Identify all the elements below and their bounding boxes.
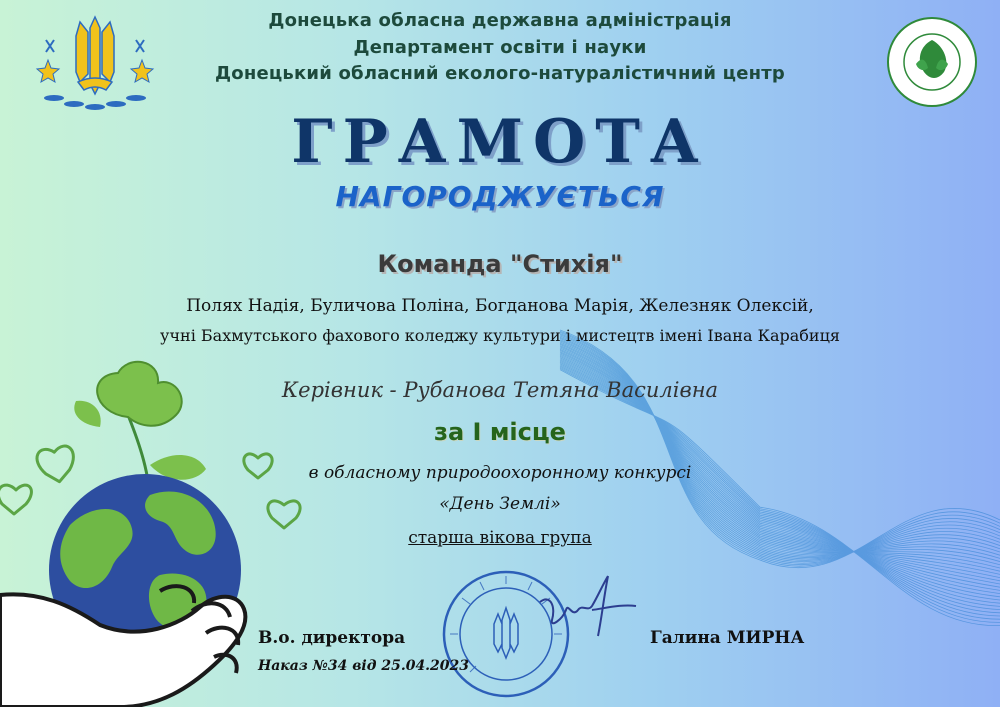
header-administration: Донецька обласна державна адміністрація: [268, 10, 732, 31]
awarded-subtitle: НАГОРОДЖУЄТЬСЯ: [335, 180, 665, 213]
students-info: учні Бахмутського фахового коледжу культури і мистецтв імені Івана Карабиця: [160, 326, 840, 345]
contest-name: «День Землі»: [439, 494, 561, 514]
team-members: Полях Надія, Буличова Поліна, Богданова Марія, Железняк Олексій,: [186, 296, 814, 316]
leader-name: Керівник - Рубанова Тетяна Василівна: [281, 378, 719, 402]
director-position: В.о. директора: [258, 628, 406, 648]
handwritten-signature: [532, 566, 642, 646]
age-group: старша вікова група: [408, 528, 592, 548]
director-name: Галина МИРНА: [650, 628, 805, 648]
team-name: Команда "Стихія": [377, 250, 623, 278]
certificate-title: ГРАМОТА: [291, 107, 709, 177]
header-department: Департамент освіти і науки: [353, 37, 647, 58]
award-place: за I місце: [434, 418, 566, 446]
header-eco-center: Донецький обласний еколого-натуралістичний центр: [215, 63, 785, 84]
contest-description: в обласному природоохоронному конкурсі: [308, 463, 692, 483]
order-reference: Наказ №34 від 25.04.2023: [258, 658, 470, 674]
